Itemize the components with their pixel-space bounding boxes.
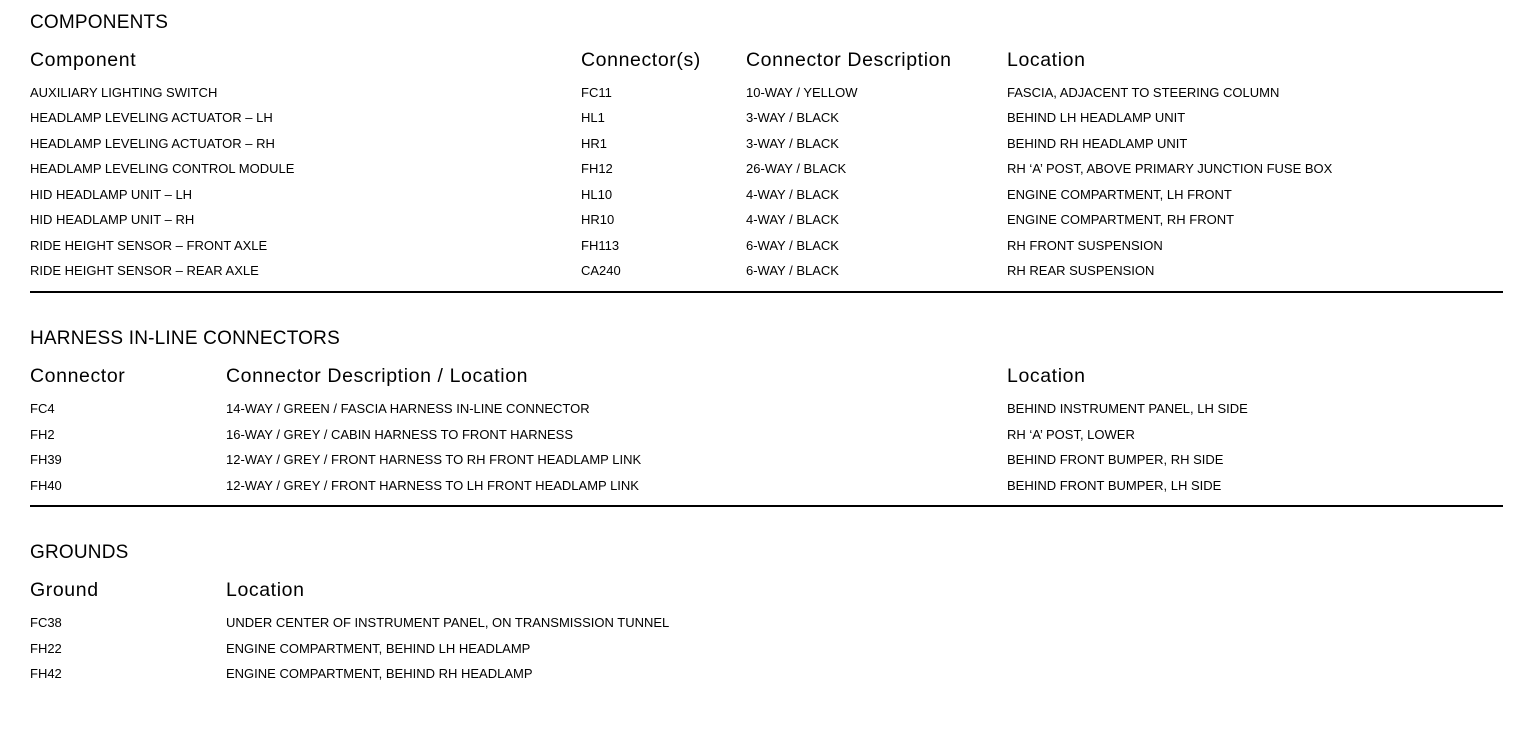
harness-header-connector: Connector bbox=[30, 365, 126, 387]
components-cell-location: FASCIA, ADJACENT TO STEERING COLUMN bbox=[1007, 85, 1280, 100]
components-cell-description: 3-WAY / BLACK bbox=[746, 110, 839, 125]
harness-cell-location: RH ‘A’ POST, LOWER bbox=[1007, 427, 1135, 442]
components-cell-connector: HR1 bbox=[581, 136, 608, 151]
components-cell-connector: CA240 bbox=[581, 263, 621, 278]
components-cell-description: 26-WAY / BLACK bbox=[746, 161, 847, 176]
harness-divider bbox=[30, 505, 1503, 507]
components-cell-component: RIDE HEIGHT SENSOR – FRONT AXLE bbox=[30, 238, 268, 253]
grounds-cell-location: UNDER CENTER OF INSTRUMENT PANEL, ON TRANSMISSION TUNNEL bbox=[226, 615, 670, 630]
components-cell-location: ENGINE COMPARTMENT, LH FRONT bbox=[1007, 187, 1232, 202]
components-cell-component: HEADLAMP LEVELING ACTUATOR – RH bbox=[30, 136, 275, 151]
grounds-cell-location: ENGINE COMPARTMENT, BEHIND RH HEADLAMP bbox=[226, 666, 533, 681]
components-cell-location: BEHIND RH HEADLAMP UNIT bbox=[1007, 136, 1188, 151]
components-header-location: Location bbox=[1007, 49, 1086, 71]
components-title: COMPONENTS bbox=[30, 12, 169, 33]
harness-cell-location: BEHIND FRONT BUMPER, RH SIDE bbox=[1007, 452, 1224, 467]
components-cell-location: ENGINE COMPARTMENT, RH FRONT bbox=[1007, 212, 1235, 227]
components-cell-connector: FH12 bbox=[581, 161, 613, 176]
harness-cell-connector: FH2 bbox=[30, 427, 55, 442]
components-cell-connector: FH113 bbox=[581, 238, 620, 253]
components-cell-location: RH FRONT SUSPENSION bbox=[1007, 238, 1163, 253]
components-divider bbox=[30, 291, 1503, 293]
components-cell-description: 4-WAY / BLACK bbox=[746, 187, 839, 202]
harness-cell-connector: FH39 bbox=[30, 452, 62, 467]
grounds-cell-ground: FC38 bbox=[30, 615, 62, 630]
harness-header-description: Connector Description / Location bbox=[226, 365, 529, 387]
components-cell-connector: HL10 bbox=[581, 187, 613, 202]
components-cell-component: HEADLAMP LEVELING ACTUATOR – LH bbox=[30, 110, 273, 125]
grounds-cell-ground: FH22 bbox=[30, 641, 62, 656]
components-header-description: Connector Description bbox=[746, 49, 952, 71]
grounds-title: GROUNDS bbox=[30, 542, 129, 563]
components-cell-component: HID HEADLAMP UNIT – RH bbox=[30, 212, 195, 227]
grounds-cell-ground: FH42 bbox=[30, 666, 62, 681]
components-cell-component: HEADLAMP LEVELING CONTROL MODULE bbox=[30, 161, 295, 176]
harness-cell-location: BEHIND FRONT BUMPER, LH SIDE bbox=[1007, 478, 1222, 493]
harness-cell-connector: FH40 bbox=[30, 478, 62, 493]
components-cell-connector: HL1 bbox=[581, 110, 605, 125]
components-cell-component: AUXILIARY LIGHTING SWITCH bbox=[30, 85, 218, 100]
components-cell-connector: HR10 bbox=[581, 212, 615, 227]
harness-header-location: Location bbox=[1007, 365, 1086, 387]
components-cell-description: 3-WAY / BLACK bbox=[746, 136, 839, 151]
harness-cell-description: 16-WAY / GREY / CABIN HARNESS TO FRONT HARNESS bbox=[226, 427, 573, 442]
components-cell-location: RH REAR SUSPENSION bbox=[1007, 263, 1155, 278]
components-cell-connector: FC11 bbox=[581, 85, 612, 100]
grounds-header-location: Location bbox=[226, 579, 305, 601]
components-header-component: Component bbox=[30, 49, 137, 71]
harness-cell-location: BEHIND INSTRUMENT PANEL, LH SIDE bbox=[1007, 401, 1248, 416]
harness-cell-connector: FC4 bbox=[30, 401, 55, 416]
harness-cell-description: 14-WAY / GREEN / FASCIA HARNESS IN-LINE CONNECTOR bbox=[226, 401, 590, 416]
components-cell-description: 4-WAY / BLACK bbox=[746, 212, 839, 227]
components-cell-description: 6-WAY / BLACK bbox=[746, 238, 839, 253]
components-cell-component: RIDE HEIGHT SENSOR – REAR AXLE bbox=[30, 263, 259, 278]
components-cell-location: RH ‘A’ POST, ABOVE PRIMARY JUNCTION FUSE BOX bbox=[1007, 161, 1333, 176]
grounds-cell-location: ENGINE COMPARTMENT, BEHIND LH HEADLAMP bbox=[226, 641, 531, 656]
grounds-header-ground: Ground bbox=[30, 579, 99, 601]
components-cell-description: 6-WAY / BLACK bbox=[746, 263, 839, 278]
components-cell-location: BEHIND LH HEADLAMP UNIT bbox=[1007, 110, 1186, 125]
components-header-connectors: Connector(s) bbox=[581, 49, 701, 71]
harness-cell-description: 12-WAY / GREY / FRONT HARNESS TO LH FRONT HEADLAMP LINK bbox=[226, 478, 639, 493]
harness-title: HARNESS IN-LINE CONNECTORS bbox=[30, 328, 340, 349]
harness-cell-description: 12-WAY / GREY / FRONT HARNESS TO RH FRONT HEADLAMP LINK bbox=[226, 452, 642, 467]
components-cell-description: 10-WAY / YELLOW bbox=[746, 85, 858, 100]
components-cell-component: HID HEADLAMP UNIT – LH bbox=[30, 187, 193, 202]
